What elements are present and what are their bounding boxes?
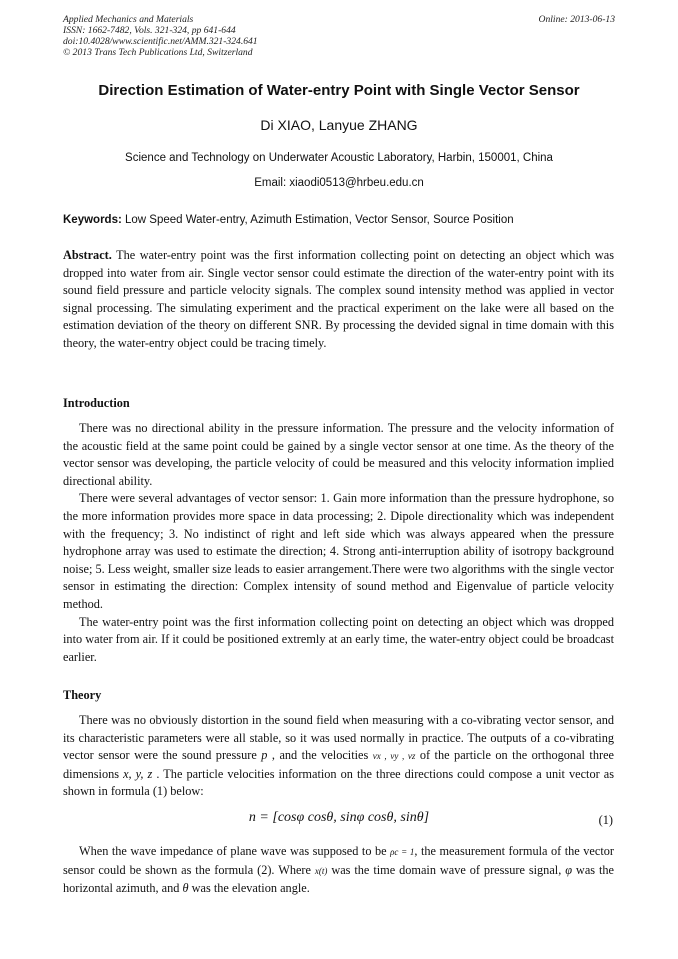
theory-text: of the particle on the orthogonal three dimensions: [63, 748, 614, 781]
theory-text: When the wave impedance of plane wave was supposed to be: [79, 844, 391, 858]
theory-text: was the horizontal azimuth, and: [63, 862, 615, 896]
journal-name: Applied Mechanics and Materials: [63, 14, 194, 25]
intro-paragraph: There was no directional ability in the pressure information. The pressure and the velocity information of the acoustic field at the same point could be gained by a single vector sensor at one time. As the theory of the vector sensor was developing, the particle velocity of could be measured and this velocity information implied directional ability.: [63, 421, 614, 488]
intro-paragraph: There were several advantages of vector sensor: 1. Gain more information than the pressure hydrophone, so the more information provides more space in data processing; 2. Dipole directionality which was independent with the frequency; 3. No indistinct of right and left side which was always appeared when the pressure hydrophone array was used to estimate the direction; 4. Strong anti-interruption ability of isotropy background noise; 5. Less weight, smaller size leads to easier arrangement.There were two algorithms with the single vector sensor in estimating the direction: Complex intensity of sound method and Eigenvalue of particle velocity method.: [63, 491, 614, 611]
elevation-symbol: θ: [182, 881, 189, 896]
formula-number: (1): [598, 813, 613, 827]
theory-text: was the elevation angle.: [188, 881, 310, 896]
formula-expression: n = [cosφ cosθ, sinφ cosθ, sinθ]: [248, 810, 430, 825]
theory-heading: Theory: [63, 688, 102, 702]
velocity-symbols: vx , vy , vz: [372, 751, 416, 762]
azimuth-symbol: φ: [565, 862, 573, 877]
signal-symbol: x(t): [314, 865, 328, 876]
abstract-label: Abstract.: [63, 248, 112, 262]
theory-body: [63, 712, 614, 801]
theory-text: was the time domain wave of pressure signal,: [327, 862, 566, 877]
formula-1: [0, 810, 678, 826]
affiliation: Science and Technology on Underwater Acoustic Laboratory, Harbin, 150001, China: [125, 152, 553, 164]
keywords-label: Keywords:: [63, 214, 122, 226]
intro-paragraph: The water-entry point was the first information collecting point on detecting an object which was dropped into water from air. If it could be positioned extremly at an early time, the water-entry object could be broadcast earlier.: [63, 614, 614, 664]
copyright-line: © 2013 Trans Tech Publications Ltd, Switzerland: [63, 47, 253, 58]
theory-text: . The particle velocities information on the three directions could compose a unit vector as shown in formula (1) below:: [63, 766, 614, 799]
keywords: [63, 214, 615, 226]
theory-paragraph: [63, 843, 614, 898]
paper-title: Direction Estimation of Water-entry Point with Single Vector Sensor: [98, 82, 580, 99]
authors: Di XIAO, Lanyue ZHANG: [260, 117, 418, 133]
theory-body-continued: [63, 843, 614, 898]
pressure-symbol: p: [261, 748, 268, 763]
impedance-symbol: ρc = 1: [390, 847, 415, 857]
keywords-text: Low Speed Water-entry, Azimuth Estimation, Vector Sensor, Source Position: [121, 214, 514, 226]
theory-text: , and the velocities: [267, 748, 373, 763]
abstract-text: The water-entry point was the first information collecting point on detecting an object which was dropped into water from air. Single vector sensor could estimate the direction of the water-entry point with its sound field pressure and particle velocity signals. The complex sound intensity method was applied in vector signal processing. The simulating experiment and the practical experiment on the lake were all based on the estimation deviation of the theory on different SNR. By processing the devided signal in time domain with this theory, the water-entry object could be tracing timely.: [63, 248, 614, 350]
theory-text: , the measurement formula of the vector sensor could be shown as the formula (2). Where: [63, 844, 614, 877]
issn-line: ISSN: 1662-7482, Vols. 321-324, pp 641-644: [63, 25, 236, 36]
introduction-heading: Introduction: [63, 396, 130, 410]
theory-paragraph: [63, 712, 614, 801]
introduction-body: [63, 420, 614, 666]
email: Email: xiaodi0513@hrbeu.edu.cn: [254, 177, 424, 189]
dimension-symbols: x, y, z: [123, 766, 153, 781]
journal-header: [63, 14, 258, 58]
theory-text: There was no obviously distortion in the sound field when measuring with a co-vibrating vector sensor, and its characteristic parameters were all stable, so it was used normally in practice. The outputs of a co-vibrating vector sensor were the sound pressure: [63, 713, 614, 763]
doi-line: doi:10.4028/www.scientific.net/AMM.321-324.641: [63, 36, 258, 47]
online-date: Online: 2013-06-13: [538, 14, 615, 25]
abstract: [63, 247, 614, 353]
